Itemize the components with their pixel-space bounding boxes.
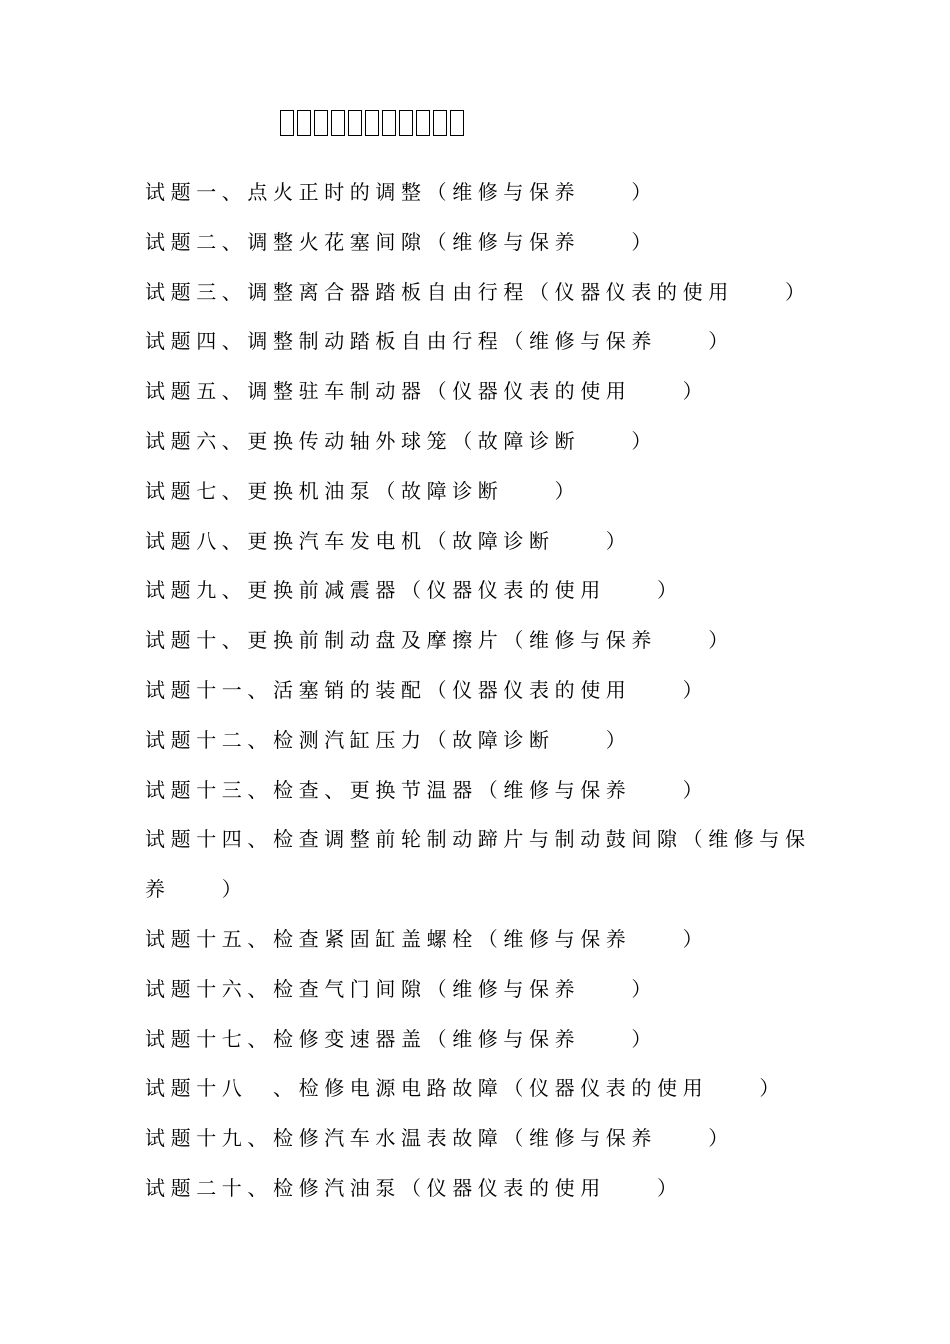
- title-missing-glyph-box: [433, 110, 447, 136]
- question-item: 试题四、调整制动踏板自由行程（维修与保养 ）: [145, 329, 734, 354]
- question-item: 试题十七、检修变速器盖（维修与保养 ）: [145, 1026, 657, 1051]
- title-missing-glyph-box: [348, 110, 362, 136]
- title-missing-glyph-box: [331, 110, 345, 136]
- question-item: 试题十二、检测汽缸压力（故障诊断 ）: [145, 727, 632, 752]
- question-item: 试题一、点火正时的调整（维修与保养 ）: [145, 180, 657, 204]
- question-item: 试题二、调整火花塞间隙（维修与保养 ）: [145, 229, 657, 254]
- question-item: 试题十五、检查紧固缸盖螺栓（维修与保养 ）: [145, 926, 709, 951]
- question-item: 试题十、更换前制动盘及摩擦片（维修与保养 ）: [145, 628, 734, 653]
- question-item: 试题十六、检查气门间隙（维修与保养 ）: [145, 976, 657, 1001]
- title-missing-glyph-box: [399, 110, 413, 136]
- question-item: 试题十一、活塞销的装配（仪器仪表的使用 ）: [145, 677, 709, 702]
- question-item: 试题十八 、检修电源电路故障（仪器仪表的使用 ）: [145, 1076, 785, 1101]
- document-title-placeholder: [280, 106, 464, 142]
- question-item: 试题五、调整驻车制动器（仪器仪表的使用 ）: [145, 379, 709, 404]
- question-item: 试题十四、检查调整前轮制动蹄片与制动鼓间隙（维修与保养 ）: [145, 827, 811, 902]
- title-missing-glyph-box: [416, 110, 430, 136]
- title-missing-glyph-box: [382, 110, 396, 136]
- title-missing-glyph-box: [450, 110, 464, 136]
- question-item: 试题八、更换汽车发电机（故障诊断 ）: [145, 528, 632, 553]
- question-item: 试题十九、检修汽车水温表故障（维修与保养 ）: [145, 1126, 734, 1151]
- title-missing-glyph-box: [280, 110, 294, 136]
- question-list: [145, 168, 825, 1214]
- question-item: 试题三、调整离合器踏板自由行程（仪器仪表的使用 ）: [145, 279, 811, 304]
- title-missing-glyph-box: [314, 110, 328, 136]
- title-missing-glyph-box: [365, 110, 379, 136]
- question-item: 试题七、更换机油泵（故障诊断 ）: [145, 478, 581, 503]
- question-item: 试题九、更换前减震器（仪器仪表的使用 ）: [145, 578, 683, 603]
- question-item: 试题二十、检修汽油泵（仪器仪表的使用 ）: [145, 1175, 683, 1200]
- title-missing-glyph-box: [297, 110, 311, 136]
- question-item: 试题十三、检查、更换节温器（维修与保养 ）: [145, 777, 709, 802]
- question-item: 试题六、更换传动轴外球笼（故障诊断 ）: [145, 428, 657, 453]
